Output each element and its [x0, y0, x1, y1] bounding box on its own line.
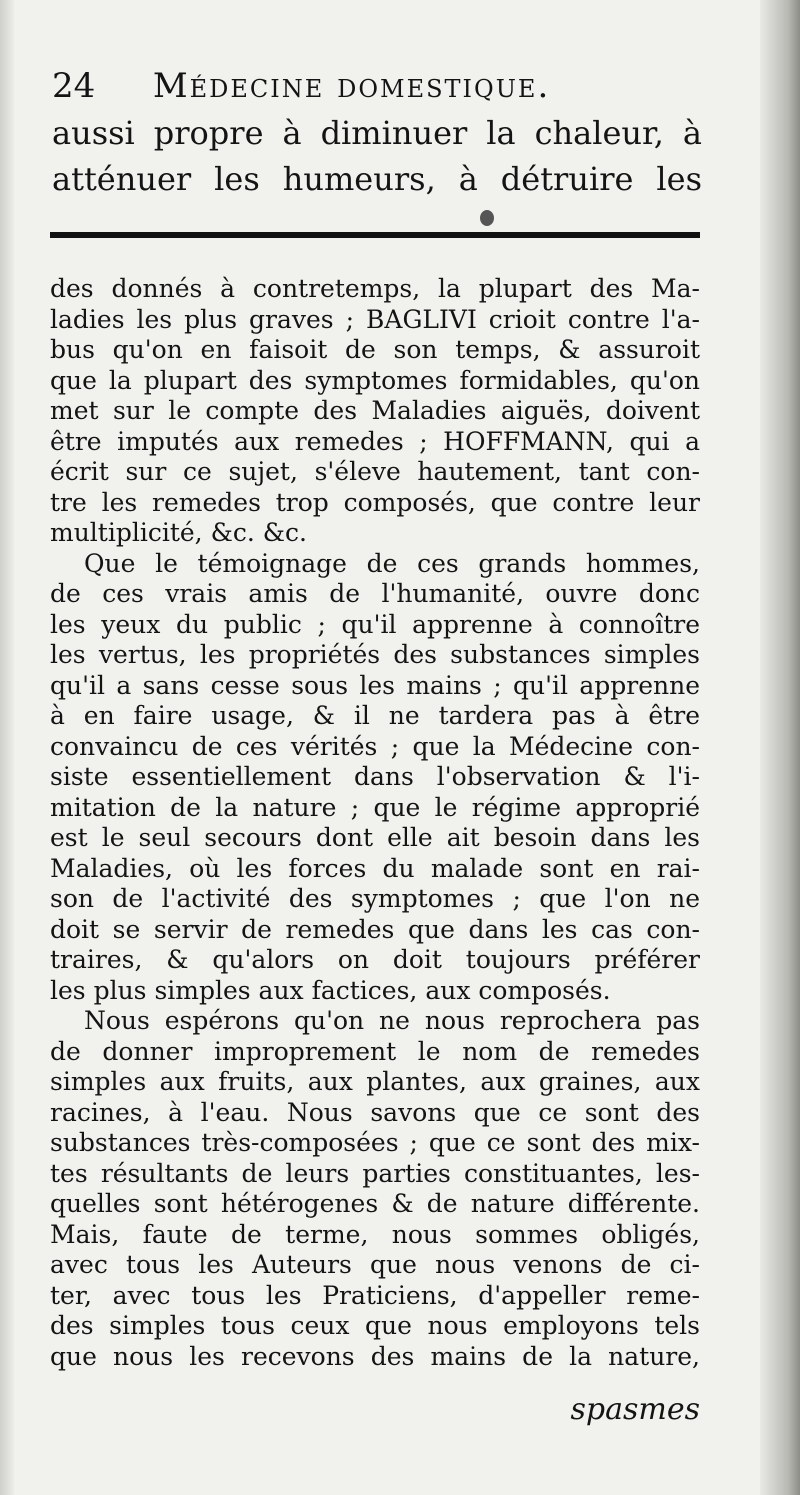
main-text-block	[50, 274, 700, 1372]
text-line: Maladies, où les forces du malade sont en rai-	[50, 853, 700, 883]
text-line: substances très-composées ; que ce sont des mix-	[50, 1128, 700, 1157]
text-line: des simples tous ceux que nous employons tels	[50, 1311, 700, 1340]
text-line: multiplicité, &c. &c.	[50, 518, 307, 547]
text-line: ter, avec tous les Praticiens, d'appeller reme-	[50, 1280, 700, 1310]
text-line: son de l'activité des symptomes ; que l'on ne	[50, 884, 700, 913]
text-line: des donnés à contretemps, la plupart des Ma-	[50, 274, 700, 303]
text-line: écrit sur ce sujet, s'éleve hautement, tant con-	[50, 457, 700, 486]
cut-off-text-block	[52, 110, 702, 202]
text-line: les yeux du public ; qu'il apprenne à connoître	[50, 609, 700, 639]
text-line: racines, à l'eau. Nous savons que ce sont des	[50, 1097, 700, 1127]
catchword: spasmes	[570, 1392, 700, 1427]
text-line: de ces vrais amis de l'humanité, ouvre donc	[50, 579, 700, 608]
text-line: mitation de la nature ; que le régime approprié	[50, 792, 700, 822]
text-line: traires, & qu'alors on doit toujours préférer	[50, 945, 700, 974]
page-header	[52, 64, 742, 108]
running-title: Médecine domestique.	[152, 66, 551, 106]
text-line: convaincu de ces vérités ; que la Médecine con-	[50, 731, 700, 761]
text-line: ladies les plus graves ; BAGLIVI crioit contre l'a-	[50, 304, 700, 334]
text-line: atténuer les humeurs, à détruire les	[52, 160, 702, 198]
text-line: les vertus, les propriétés des substances simples	[50, 640, 700, 669]
page-number: 24	[52, 66, 96, 106]
text-line: aussi propre à diminuer la chaleur, à	[52, 114, 702, 152]
text-line: doit se servir de remedes que dans les cas con-	[50, 914, 700, 944]
text-line: être imputés aux remedes ; HOFFMANN, qui a	[50, 426, 700, 456]
text-line: tes résultants de leurs parties constituantes, les-	[50, 1158, 700, 1188]
text-line: qu'il a sans cesse sous les mains ; qu'il apprenne	[50, 670, 700, 700]
text-line: avec tous les Auteurs que nous venons de ci-	[50, 1250, 700, 1279]
text-line: met sur le compte des Maladies aiguës, doivent	[50, 396, 700, 425]
horizontal-rule	[50, 232, 700, 238]
text-line: bus qu'on en faisoit de son temps, & assuroit	[50, 335, 700, 364]
text-line: simples aux fruits, aux plantes, aux graines, aux	[50, 1067, 700, 1096]
text-line: est le seul secours dont elle ait besoin dans les	[50, 823, 700, 852]
paragraph-start-line: Que le témoignage de ces grands hommes,	[84, 548, 700, 578]
text-line: les plus simples aux factices, aux composés.	[50, 975, 611, 1005]
text-line: que nous les recevons des mains de la nature,	[50, 1341, 700, 1371]
page-edge-shadow	[760, 0, 800, 1495]
text-line: Mais, faute de terme, nous sommes obligés,	[50, 1219, 700, 1249]
ink-blot	[480, 210, 494, 226]
text-line: siste essentiellement dans l'observation & l'i-	[50, 762, 700, 791]
text-line: à en faire usage, & il ne tardera pas à être	[50, 701, 700, 730]
text-line: de donner improprement le nom de remedes	[50, 1036, 700, 1066]
paragraph-start-line: Nous espérons qu'on ne nous reprochera pas	[84, 1006, 700, 1035]
text-line: tre les remedes trop composés, que contre leur	[50, 487, 700, 517]
page-gutter-shadow	[0, 0, 14, 1495]
text-line: que la plupart des symptomes formidables, qu'on	[50, 365, 700, 395]
text-line: quelles sont hétérogenes & de nature différente.	[50, 1189, 700, 1218]
